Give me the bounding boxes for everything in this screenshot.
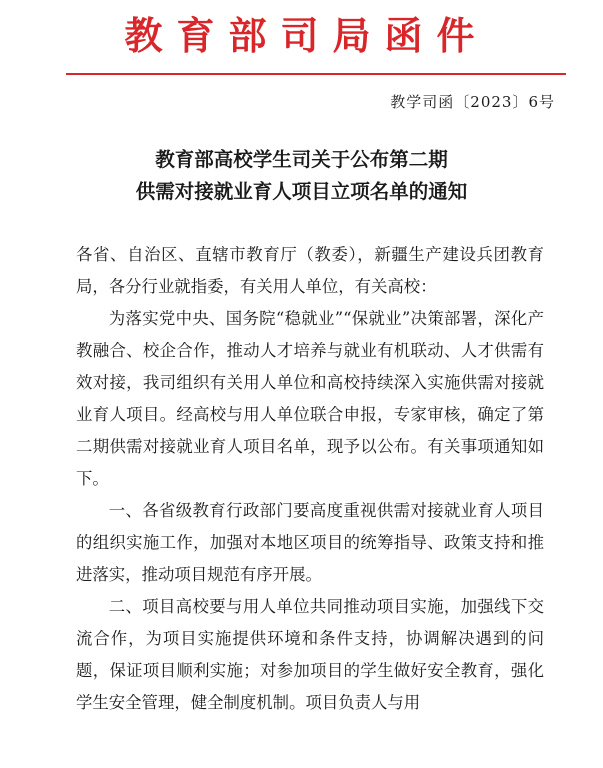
letterhead-divider: [66, 73, 566, 75]
salutation: 各省、自治区、直辖市教育厅（教委），新疆生产建设兵团教育局，各分行业就指委，有关用人单位，有关高校：: [76, 245, 544, 296]
body-paragraph-item-2: 二、项目高校要与用人单位共同推动项目实施，加强线下交流合作，为项目实施提供环境和条件支持，协调解决遇到的问题，保证项目顺利实施；对参加项目的学生做好安全教育，强化学生安全管理，健全制度机制。项目负责人与用: [76, 597, 544, 712]
document-title: [0, 144, 603, 208]
letterhead-title: 教育部司局函件: [124, 14, 489, 58]
body-paragraph-item-1: 一、各省级教育行政部门要高度重视供需对接就业育人项目的组织实施工作，加强对本地区项目的统筹指导、政策支持和推进落实，推动项目规范有序开展。: [76, 501, 544, 584]
document-title-line-2: 供需对接就业育人项目立项名单的通知: [135, 180, 468, 203]
document-title-line-1: 教育部高校学生司关于公布第二期: [155, 148, 448, 171]
document-body: [76, 239, 544, 719]
body-paragraph-intro: 为落实党中央、国务院“稳就业”“保就业”决策部署，深化产教融合、校企合作，推动人才培养与就业有机联动、人才供需有效对接，我司组织有关用人单位和高校持续深入实施供需对接就业育人项目。经高校与用人单位联合申报，专家审核，确定了第二期供需对接就业育人项目名单，现予以公布。有关事项通知如下。: [76, 309, 544, 488]
document-number: 教学司函〔2023〕6号: [390, 93, 555, 111]
